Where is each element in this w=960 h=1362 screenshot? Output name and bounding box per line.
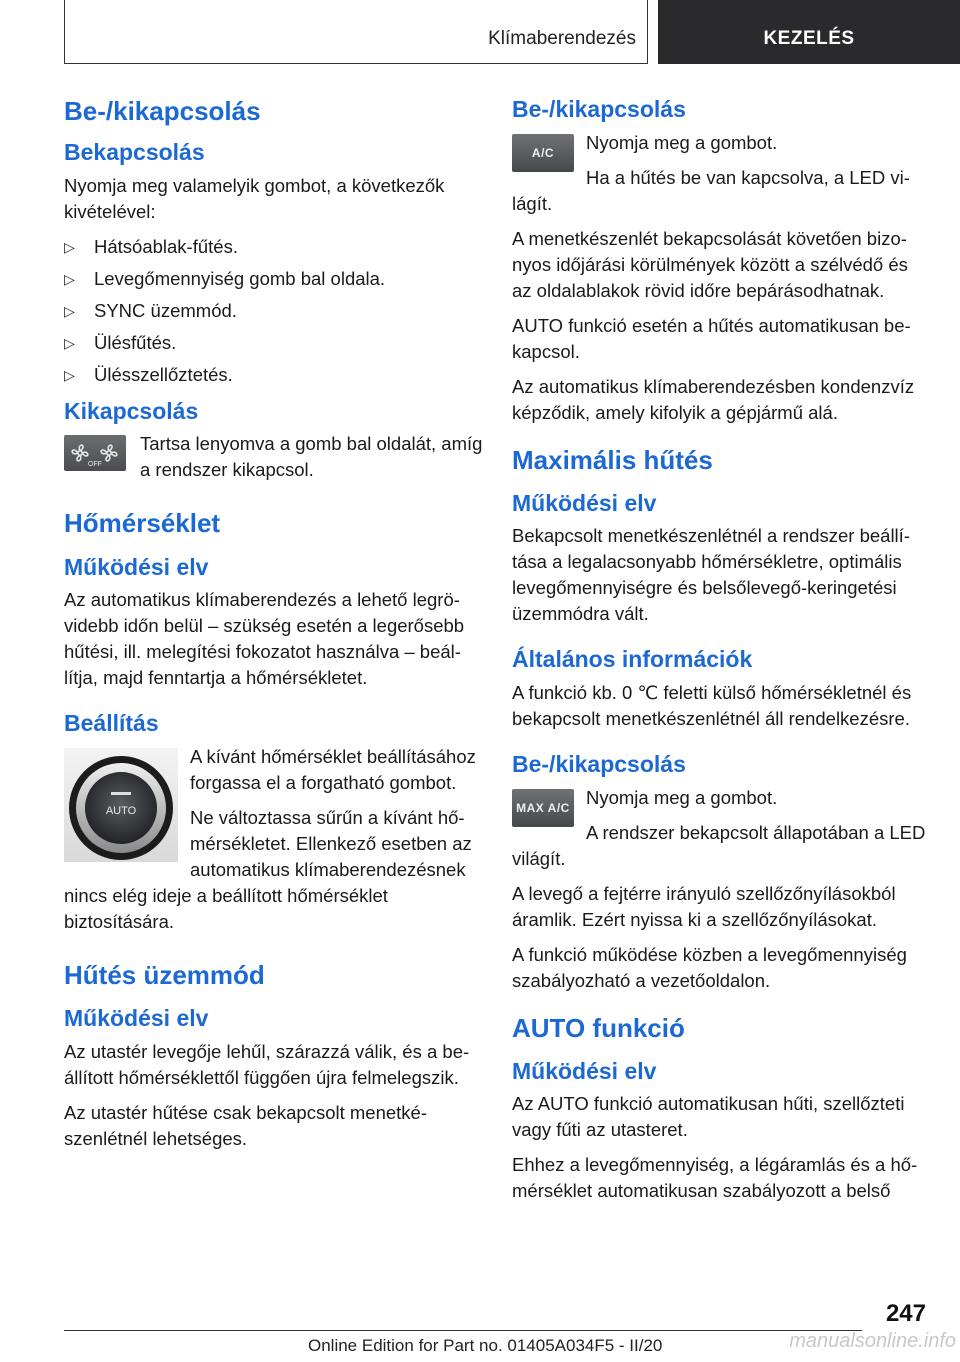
max-ac-button-image: MAX A/C: [512, 789, 574, 827]
paragraph-max5: A funkció működése közben a levegőmennyiség szabályozható a vezetőoldalon.: [512, 943, 907, 991]
footer-edition: Online Edition for Part no. 01405A034F5 - II/20: [308, 1336, 663, 1355]
triangle-bullet-icon: ▷: [64, 366, 75, 383]
page-number: 247: [885, 1300, 926, 1327]
heading-on: Bekapcsolás: [64, 139, 205, 166]
triangle-bullet-icon: ▷: [64, 270, 75, 287]
paragraph-max1: Bekapcsolt menetkészenlétnél a rendszer beállítása a legalacsonyabb hőmérsékletre, optimális levegőmennyiségre és belsőlevegő-keringetési üzemmódra vált.: [512, 525, 910, 625]
list-item: ▷ Levegőmennyiség gomb bal oldala.: [64, 266, 484, 292]
list-item: ▷ Ülésszellőztetés.: [64, 362, 484, 388]
temperature-knob-image: [64, 748, 178, 862]
list-item: ▷ SYNC üzemmód.: [64, 298, 484, 324]
heading-onoff-ac: Be-/kikapcsolás: [512, 96, 686, 122]
off-row: [64, 431, 484, 492]
paragraph-ac5: Az automatikus klímaberendezésben kondenzvíz képződik, amely kifolyik a gépjármű alá.: [512, 375, 915, 423]
header-chapter-tab: KEZELÉS: [658, 0, 960, 64]
rotary-knob-icon: [64, 748, 178, 862]
heading-auto-function: AUTO funkció: [512, 1012, 685, 1043]
paragraph-auto1: Az AUTO funkció automatikusan hűti, szellőzteti vagy fűti az utasteret.: [512, 1093, 905, 1141]
right-column: [512, 96, 928, 1213]
ac-button-image: A/C: [512, 134, 574, 172]
setting-row: [64, 744, 484, 944]
fan-icon: [67, 438, 123, 468]
paragraph-on: Nyomja meg valamelyik gombot, a következők kivételével:: [64, 174, 445, 222]
heading-principle-max: Működési elv: [512, 489, 657, 516]
heading-principle-cooling: Működési elv: [64, 1004, 209, 1031]
paragraph-cooling2: Az utastér hűtése csak bekapcsolt menetkészenlétnél lehetséges.: [64, 1101, 428, 1149]
heading-setting: Beállítás: [64, 710, 159, 737]
paragraph-ac4: AUTO funkció esetén a hűtés automatikusan bekapcsol.: [512, 314, 911, 362]
paragraph-general: A funkció kb. 0 ℃ feletti külső hőmérsékletnél és bekapcsolt menetkészenlétnél áll rendelkezésre.: [512, 681, 912, 729]
ac-row: [512, 130, 928, 226]
paragraph-max2: Nyomja meg a gombot.: [586, 786, 778, 808]
heading-onoff-max: Be-/kikapcsolás: [512, 750, 686, 777]
triangle-bullet-icon: ▷: [64, 238, 75, 255]
header-section-title: Klímaberendezés: [488, 28, 636, 49]
paragraph-max4: A levegő a fejtérre irányuló szellőzőnyílásokból áramlik. Ezért nyissa ki a szellőzőnyílásokat.: [512, 882, 896, 930]
paragraph-ac1: Nyomja meg a gombot.: [586, 131, 778, 153]
maxac-row: [512, 785, 928, 881]
svg-text:AUTO: AUTO: [105, 804, 137, 817]
paragraph-principle-temp: Az automatikus klímaberendezés a lehető legrövidebb időn belül – szükség esetén a legerősebb hűtési, ill. melegítési fokozatot használva – beállítja, majd fenntartja a hőmérsékletet.: [64, 589, 465, 689]
heading-max-cooling: Maximális hűtés: [512, 444, 713, 475]
paragraph-setting1: A kívánt hőmérséklet beállításához forgassa el a forgatható gombot.: [190, 745, 476, 793]
exception-list: [64, 234, 484, 388]
fan-off-button-image: [64, 435, 126, 471]
heading-general-info: Általános információk: [512, 646, 753, 673]
left-column: [64, 96, 484, 1161]
paragraph-ac3: A menetkészenlét bekapcsolását követően bizonyos időjárási körülmények között a szélvédő és az oldalablakok rövid időre bepárásodhatnak.: [512, 227, 908, 301]
paragraph-setting2: Ne változtassa sűrűn a kívánt hőmérsékletet. Ellenkező esetben az automatikus klímaberendezésnek nincs elég ideje a beállított hőmérséklet biztosítására.: [64, 806, 472, 932]
heading-off: Kikapcsolás: [64, 397, 199, 424]
heading-principle-temp: Működési elv: [64, 553, 209, 580]
paragraph-auto2: Ehhez a levegőmennyiség, a légáramlás és a hőmérséklet automatikusan szabályozott a belső: [512, 1154, 918, 1202]
watermark-site[interactable]: manualsonline.info: [789, 1330, 956, 1352]
paragraph-max3: A rendszer bekapcsolt állapotában a LED világít.: [512, 821, 926, 869]
heading-cooling-mode: Hűtés üzemmód: [64, 959, 265, 990]
svg-text:OFF: OFF: [88, 461, 102, 469]
paragraph-off: Tartsa lenyomva a gomb bal oldalát, amíg a rendszer kikapcsol.: [140, 433, 483, 481]
footer-divider: [64, 1330, 862, 1331]
list-item: ▷ Hátsóablak-fűtés.: [64, 234, 484, 260]
list-item: ▷ Ülésfűtés.: [64, 330, 484, 356]
heading-onoff: Be-/kikapcsolás: [64, 96, 261, 126]
paragraph-ac2: Ha a hűtés be van kapcsolva, a LED világít.: [512, 166, 910, 214]
triangle-bullet-icon: ▷: [64, 334, 75, 351]
paragraph-cooling1: Az utastér levegője lehűl, szárazzá válik, és a beállított hőmérséklettől függően újra felmelegszik.: [64, 1040, 470, 1088]
triangle-bullet-icon: ▷: [64, 302, 75, 319]
heading-temperature: Hőmérséklet: [64, 508, 221, 539]
heading-principle-auto: Működési elv: [512, 1057, 657, 1084]
